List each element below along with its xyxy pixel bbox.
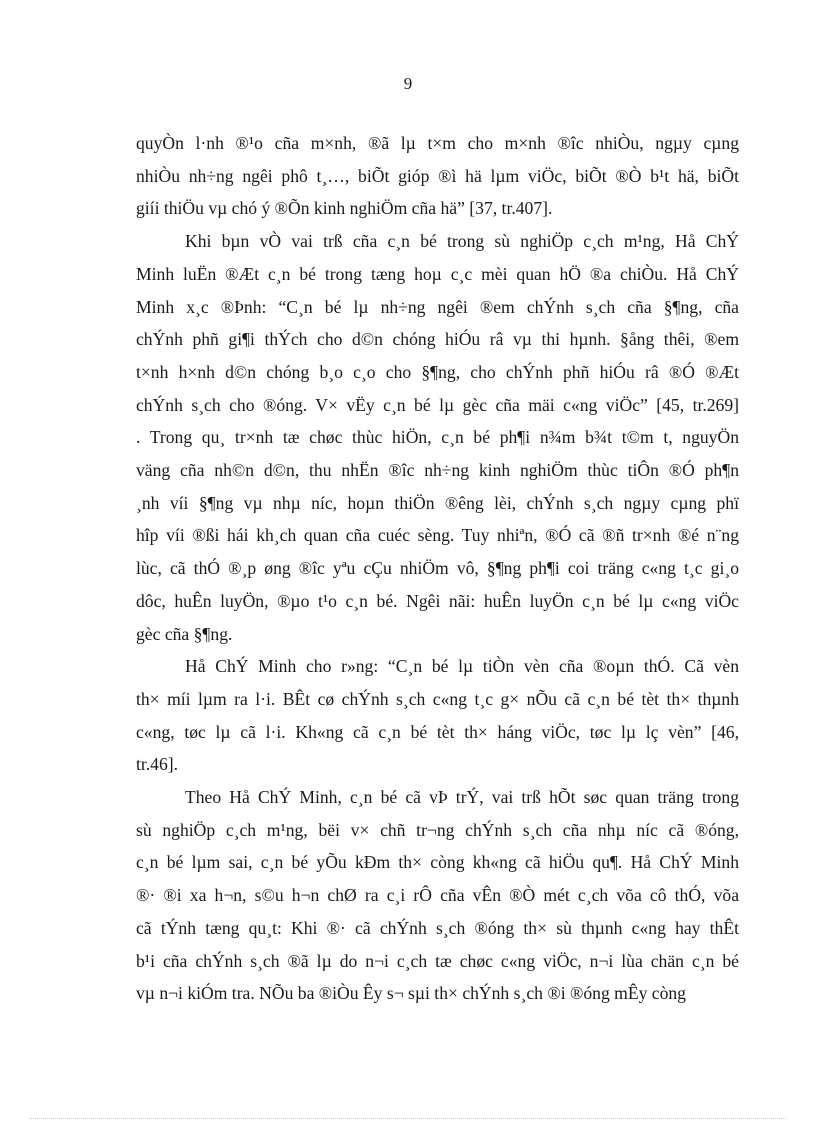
text-line: . Trong qu¸ tr×nh tæ chøc thùc hiÖn, c¸n bé ph¶i n¾m b¾t t©m t, nguyÖn — [136, 427, 739, 448]
text-line: vµ n¬i kiÓm tra. NÕu ba ®iÒu Êy s¬ sµi th× chÝnh s¸ch ®i ®óng mÊy còng — [136, 983, 686, 1004]
text-line: cã tÝnh tæng qu¸t: Khi ®· cã chÝnh s¸ch ®óng th× sù thµnh c«ng hay thÊt — [136, 917, 739, 938]
text-line: quyÒn l·nh ®¹o cña m×nh, ®ã lµ t×m cho m×nh ®îc nhiÒu, ngµy cµng — [136, 133, 739, 153]
text-line: gèc cña §¶ng. — [136, 623, 233, 644]
text-line: nhiÒu nh÷ng ngêi phô t¸…, biÕt gióp ®ì hä lµm viÖc, biÕt ®Ò b¹t hä, biÕt — [136, 165, 739, 186]
text-line: chÝnh s¸ch cho ®óng. V× vËy c¸n bé lµ gèc cña mäi c«ng viÖc” [45, tr.269] — [136, 394, 739, 415]
text-line: Hå ChÝ Minh cho r»ng: “C¸n bé lµ tiÒn vèn cña ®oµn thÓ. Cã vèn — [185, 656, 739, 677]
text-line: giíi thiÖu vµ chó ý ®Õn kinh nghiÖm cña hä” [37, tr.407]. — [136, 198, 553, 219]
body-text — [136, 127, 739, 1010]
text-line: hîp víi ®ßi hái kh¸ch quan cña cuéc sèng. Tuy nhiªn, ®Ó cã ®ñ tr×nh ®é n¨ng — [136, 525, 739, 546]
text-line: tr.46]. — [136, 754, 179, 775]
text-line: Minh x¸c ®Þnh: “C¸n bé lµ nh÷ng ngêi ®em chÝnh s¸ch cña §¶ng, cña — [136, 296, 739, 317]
text-line: dôc, huÊn luyÖn, ®µo t¹o c¸n bé. Ngêi nãi: huÊn luyÖn c¸n bé lµ c«ng viÖc — [136, 590, 739, 611]
text-line: c¸n bé lµm sai, c¸n bé yÕu kÐm th× còng kh«ng cã hiÖu qu¶. Hå ChÝ Minh — [136, 852, 739, 873]
text-line: lùc, cã thÓ ®¸p øng ®îc yªu cÇu nhiÖm vô, §¶ng ph¶i coi träng c«ng t¸c gi¸o — [136, 558, 739, 579]
paragraph — [136, 127, 739, 225]
text-line: ®· ®i xa h¬n, s©u h¬n chØ ra c¸i rÔ cña vÊn ®Ò mét c¸ch võa cô thÓ, võa — [136, 885, 739, 906]
text-line: Minh luËn ®Æt c¸n bé trong tæng hoµ c¸c mèi quan hÖ ®a chiÒu. Hå ChÝ — [136, 263, 739, 284]
text-line: Theo Hå ChÝ Minh, c¸n bé cã vÞ trÝ, vai trß hÕt søc quan träng trong — [185, 787, 739, 808]
text-line: c«ng, tøc lµ cã l·i. Kh«ng cã c¸n bé tèt th× háng viÖc, tøc lµ lç vèn” [46, — [136, 721, 739, 742]
text-line: Khi bµn vÒ vai trß cña c¸n bé trong sù nghiÖp c¸ch m¹ng, Hå ChÝ — [185, 231, 739, 252]
text-line: th× míi lµm ra l·i. BÊt cø chÝnh s¸ch c«ng t¸c g× nÕu cã c¸n bé tèt th× thµnh — [136, 688, 739, 709]
text-line: chÝnh phñ gi¶i thÝch cho d©n chóng hiÓu râ vµ thi hµnh. §ång thêi, ®em — [136, 329, 739, 350]
page-bottom-edge — [30, 1118, 786, 1119]
paragraph — [136, 781, 739, 1010]
text-line: b¹i cña chÝnh s¸ch ®ã lµ do n¬i c¸ch tæ chøc c«ng viÖc, n¬i lùa chän c¸n bé — [136, 950, 739, 971]
text-line: t×nh h×nh d©n chóng b¸o c¸o cho §¶ng, cho chÝnh phñ hiÓu râ ®Ó ®Æt — [136, 361, 739, 382]
page-number: 9 — [403, 74, 413, 93]
paragraph — [136, 225, 739, 650]
text-line: ¸nh víi §¶ng vµ nhµ níc, hoµn thiÖn ®êng lèi, chÝnh s¸ch ngµy cµng phï — [136, 492, 739, 513]
text-line: väng cña nh©n d©n, thu nhËn ®îc nh÷ng kinh nghiÖm thùc tiÔn ®Ó ph¶n — [136, 460, 739, 481]
paragraph — [136, 650, 739, 781]
text-line: sù nghiÖp c¸ch m¹ng, bëi v× chñ tr¬ng chÝnh s¸ch cña nhµ níc cã ®óng, — [136, 819, 739, 840]
